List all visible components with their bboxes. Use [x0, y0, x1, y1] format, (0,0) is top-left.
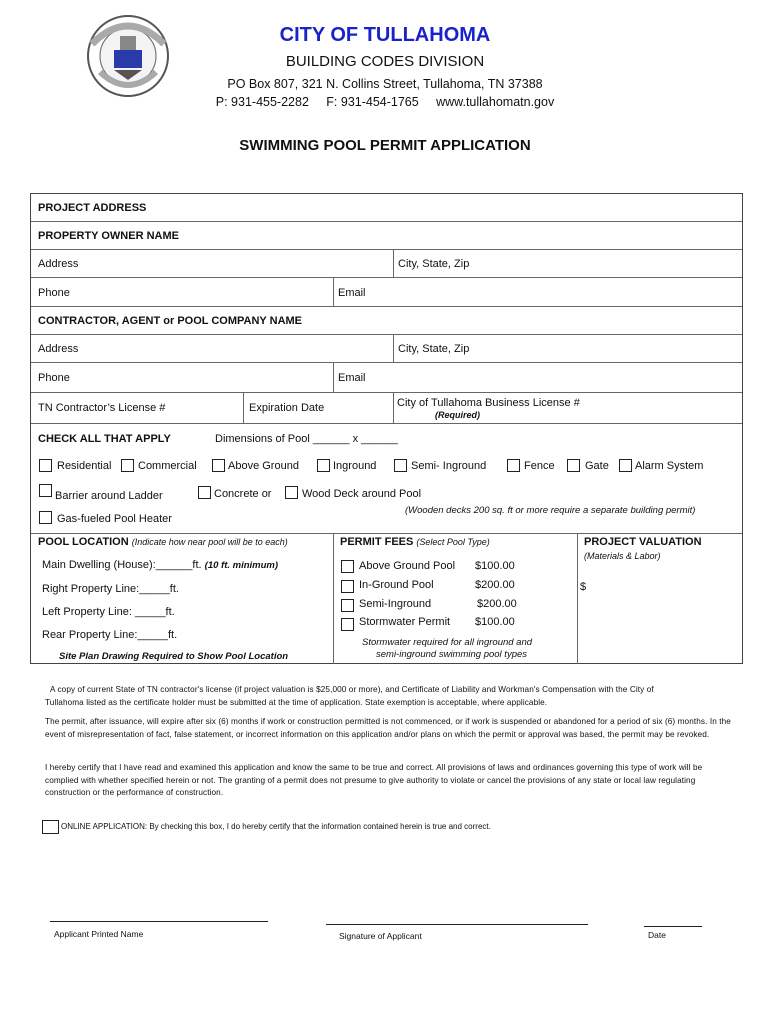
pool-dimensions-field[interactable]: Dimensions of Pool ______ x ______: [215, 433, 398, 445]
property-owner-field[interactable]: PROPERTY OWNER NAME: [38, 230, 179, 242]
license-paragraph: [45, 684, 737, 709]
rear-line-field[interactable]: Rear Property Line:_____ft.: [42, 629, 178, 641]
valuation-field[interactable]: $: [580, 581, 587, 593]
right-line-field[interactable]: Right Property Line:_____ft.: [42, 583, 179, 595]
gas-heater-checkbox[interactable]: [39, 511, 52, 524]
concrete-checkbox[interactable]: [198, 486, 211, 499]
residential-checkbox[interactable]: [39, 459, 52, 472]
expiration-paragraph: The permit, after issuance, will expire after six (6) months if work or construction permitted is not commenced, or if work is suspended or abandoned for a period of six (6) months. In the event of misrepresentation of fact, false statement, or incorrect information on this application and/or plans on which the permit or approval was based, the permit may be revoked.: [45, 717, 731, 739]
fence-checkbox[interactable]: [507, 459, 520, 472]
owner-email-field[interactable]: Email: [338, 287, 366, 299]
printed-name-label: Applicant Printed Name: [54, 929, 144, 939]
contractor-field[interactable]: CONTRACTOR, AGENT or POOL COMPANY NAME: [38, 315, 303, 327]
fee-checkbox[interactable]: [341, 580, 354, 593]
fee-checkbox[interactable]: [341, 599, 354, 612]
owner-address-field[interactable]: Address: [38, 258, 79, 270]
fee-amount: $200.00: [475, 579, 515, 591]
fee-amount: $100.00: [475, 560, 515, 572]
owner-city-field[interactable]: City, State, Zip: [398, 258, 470, 270]
above-ground-label: Above Ground: [228, 460, 299, 472]
online-application-checkbox[interactable]: [42, 820, 59, 834]
pool-location-note: (Indicate how near pool will be to each): [131, 537, 288, 547]
contractor-city-field[interactable]: City, State, Zip: [398, 343, 470, 355]
site-plan-note: Site Plan Drawing Required to Show Pool Location: [59, 651, 289, 662]
gate-checkbox[interactable]: [567, 459, 580, 472]
alarm-system-checkbox[interactable]: [619, 459, 632, 472]
fee-label: Semi-Inground: [359, 598, 432, 610]
license-paragraph-line: Tullahoma listed as the certificate holder must be submitted at the time of application. State exemption is acceptable, where applicable.: [45, 697, 548, 707]
project-address-field[interactable]: PROJECT ADDRESS: [38, 202, 147, 214]
fee-checkbox[interactable]: [341, 560, 354, 573]
date-line[interactable]: [644, 926, 702, 927]
division-name: BUILDING CODES DIVISION: [285, 53, 485, 70]
date-label: Date: [648, 930, 666, 940]
gas-heater-label: Gas-fueled Pool Heater: [57, 513, 172, 525]
barrier-ladder-checkbox[interactable]: [39, 484, 52, 497]
expiration-date-field[interactable]: Expiration Date: [249, 402, 325, 414]
contact-line: [0, 95, 770, 109]
stormwater-note-2: semi-inground swimming pool types: [376, 649, 528, 660]
gate-label: Gate: [585, 460, 609, 472]
fee-label: In-Ground Pool: [359, 579, 434, 591]
city-name: CITY OF TULLAHOMA: [279, 24, 491, 46]
fee-amount: $100.00: [475, 616, 515, 628]
contractor-phone-field[interactable]: Phone: [38, 372, 70, 384]
phone-number: P: 931-455-2282: [215, 95, 309, 109]
form-title: SWIMMING POOL PERMIT APPLICATION: [239, 137, 531, 154]
permit-fees-title: PERMIT FEES: [340, 536, 414, 548]
commercial-checkbox[interactable]: [121, 459, 134, 472]
fax-number: F: 931-454-1765: [326, 95, 419, 109]
inground-checkbox[interactable]: [317, 459, 330, 472]
website: www.tullahomatn.gov: [436, 95, 555, 109]
online-application-label: ONLINE APPLICATION: By checking this box, I do hereby certify that the information contained herein is true and correct.: [61, 822, 491, 831]
application-form: [30, 193, 743, 664]
alarm-system-label: Alarm System: [635, 460, 704, 472]
left-line-field[interactable]: Left Property Line: _____ft.: [42, 606, 175, 618]
fence-label: Fence: [524, 460, 555, 472]
pool-location-heading: [38, 536, 288, 548]
business-license-field[interactable]: City of Tullahoma Business License #: [397, 397, 580, 409]
barrier-ladder-label: Barrier around Ladder: [55, 490, 163, 502]
main-dwelling-label: Main Dwelling (House):______ft.: [42, 559, 202, 571]
fee-label: Above Ground Pool: [359, 560, 456, 572]
fee-label: Stormwater Permit: [359, 616, 451, 628]
required-note: (Required): [435, 410, 480, 420]
main-dwelling-field[interactable]: [42, 559, 278, 571]
concrete-label: Concrete or: [214, 488, 272, 500]
permit-fees-heading: [340, 536, 490, 548]
contractor-license-field[interactable]: TN Contractor’s License #: [38, 402, 166, 414]
inground-label: Inground: [333, 460, 377, 472]
signature-line[interactable]: [326, 924, 588, 925]
fee-checkbox[interactable]: [341, 618, 354, 631]
printed-name-line[interactable]: [50, 921, 268, 922]
wooden-deck-note: (Wooden decks 200 sq. ft or more require a separate building permit): [405, 505, 696, 516]
fee-amount: $200.00: [477, 598, 517, 610]
semi-inground-checkbox[interactable]: [394, 459, 407, 472]
above-ground-checkbox[interactable]: [212, 459, 225, 472]
check-all-heading: CHECK ALL THAT APPLY: [38, 433, 171, 445]
pool-location-title: POOL LOCATION: [38, 536, 129, 548]
permit-fees-note: (Select Pool Type): [416, 537, 490, 547]
valuation-note: (Materials & Labor): [584, 551, 661, 561]
commercial-label: Commercial: [138, 460, 197, 472]
main-dwelling-note: (10 ft. minimum): [204, 560, 279, 571]
certification-paragraph: I hereby certify that I have read and examined this application and know the same to be true and correct. All provisions of laws and ordinances governing this type of work will be complied with whether specified herein or not. The granting of a permit does not presume to give authority to violate or cancel the provisions of any state or local law regulating construction or the performance of construction.: [45, 763, 703, 797]
office-address: PO Box 807, 321 N. Collins Street, Tullahoma, TN 37388: [227, 77, 543, 91]
contractor-address-field[interactable]: Address: [38, 343, 79, 355]
owner-phone-field[interactable]: Phone: [38, 287, 70, 299]
stormwater-note: Stormwater required for all inground and: [362, 637, 533, 648]
wood-deck-label: Wood Deck around Pool: [302, 488, 422, 500]
residential-label: Residential: [57, 460, 112, 472]
wood-deck-checkbox[interactable]: [285, 486, 298, 499]
semi-inground-label: Semi- Inground: [411, 460, 487, 472]
signature-label: Signature of Applicant: [339, 931, 422, 941]
contractor-email-field[interactable]: Email: [338, 372, 366, 384]
license-paragraph-line: A copy of current State of TN contractor's license (if project valuation is $25,000 or more), and Certificate of Liability and Workman's Compensation with the City of: [50, 685, 654, 694]
valuation-heading: PROJECT VALUATION: [584, 536, 702, 548]
